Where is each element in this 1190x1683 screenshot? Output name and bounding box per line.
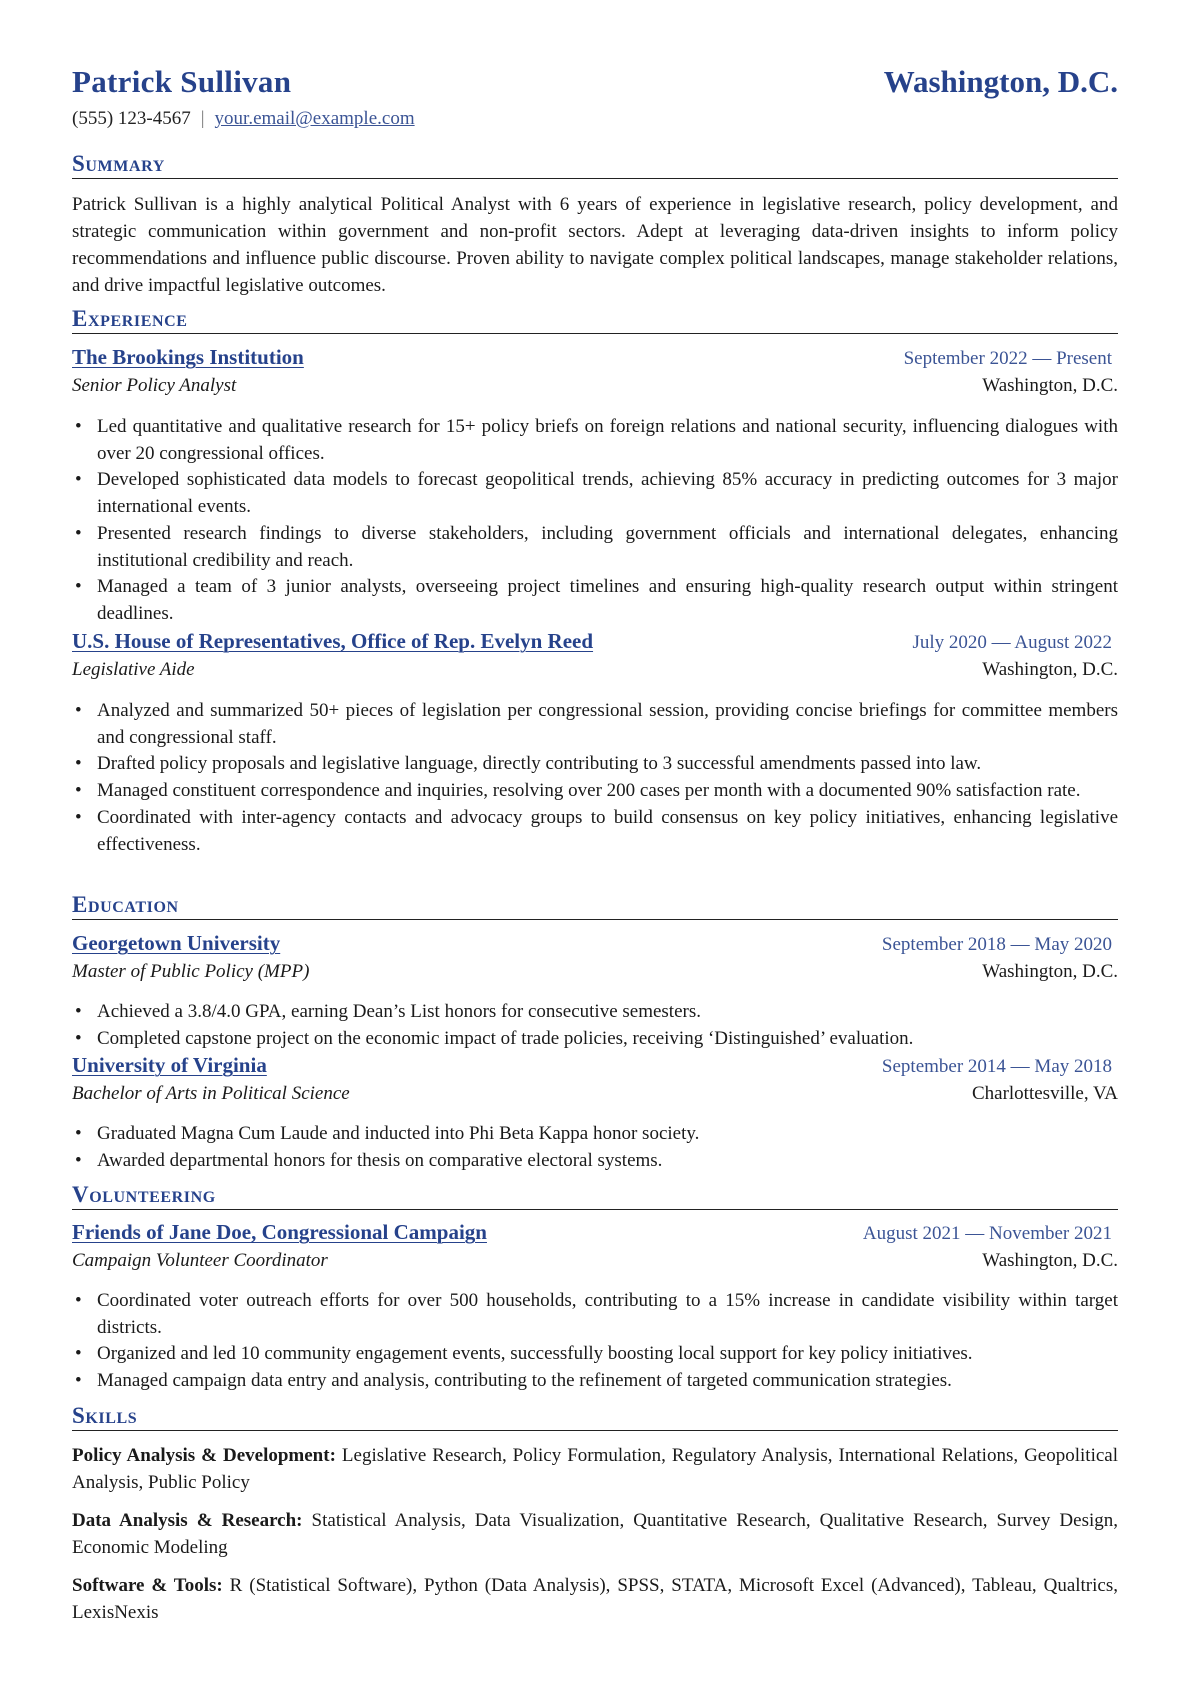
organization-link[interactable]: U.S. House of Representatives, Office of Rep. Evelyn Reed — [72, 629, 594, 653]
skill-group-label: Software & Tools: — [72, 1575, 223, 1596]
entry-bullets — [72, 999, 1118, 1052]
skill-group — [72, 1442, 1118, 1496]
entry-location: Washington, D.C. — [982, 1250, 1118, 1271]
entry-dates: August 2021 — November 2021 — [862, 1223, 1112, 1244]
candidate-name: Patrick Sullivan — [72, 64, 292, 99]
entry-location: Washington, D.C. — [982, 659, 1118, 680]
bullet-item: • Managed a team of 3 junior analysts, overseeing project timelines and ensuring high-quality research output within stringent deadlines. — [72, 574, 1118, 627]
phone-number: (555) 123-4567 — [72, 108, 191, 129]
bullet-item: • Achieved a 3.8/4.0 GPA, earning Dean’s List honors for consecutive semesters. — [72, 999, 1118, 1026]
bullet-item: • Awarded departmental honors for thesis on comparative electoral systems. — [72, 1148, 1118, 1175]
entry-header — [72, 345, 1118, 370]
section-heading-summary: Summary — [72, 151, 1118, 179]
organization-link[interactable]: Friends of Jane Doe, Congressional Campaign — [72, 1220, 487, 1244]
entry-location: Washington, D.C. — [982, 961, 1118, 982]
entry-header — [72, 629, 1118, 654]
organization-link[interactable]: Georgetown University — [72, 931, 281, 955]
skill-group — [72, 1572, 1118, 1626]
organization-link[interactable]: University of Virginia — [72, 1053, 267, 1077]
entry-role: Senior Policy Analyst — [72, 375, 237, 396]
resume-header — [72, 64, 1118, 100]
entry-subheader — [72, 1250, 1118, 1272]
bullet-item: • Led quantitative and qualitative research for 15+ policy briefs on foreign relations and national security, influencing dialogues with over 20 congressional offices. — [72, 414, 1118, 467]
entry-role: Campaign Volunteer Coordinator — [72, 1250, 328, 1271]
entry-subheader — [72, 659, 1118, 681]
candidate-location: Washington, D.C. — [883, 64, 1118, 99]
section-heading-skills: Skills — [72, 1403, 1118, 1431]
skill-group-items: Legislative Research, Policy Formulation, Regulatory Analysis, International Relations, Geopolitical Analysis, Public Policy — [72, 1445, 1119, 1493]
entry-role: Bachelor of Arts in Political Science — [72, 1083, 350, 1104]
entry-location: Charlottesville, VA — [971, 1083, 1118, 1104]
entry-dates: September 2014 — May 2018 — [881, 1056, 1112, 1077]
entry-bullets — [72, 1288, 1118, 1395]
entry-subheader — [72, 375, 1118, 397]
entry-dates: July 2020 — August 2022 — [912, 632, 1112, 653]
bullet-item: • Organized and led 10 community engagement events, successfully boosting local support for key policy initiatives. — [72, 1341, 1118, 1368]
skill-group-items: Statistical Analysis, Data Visualization, Quantitative Research, Qualitative Research, Survey Design, Economic Modeling — [72, 1510, 1119, 1558]
entry-header — [72, 1220, 1118, 1245]
entry-bullets — [72, 698, 1118, 858]
contact-separator: | — [200, 108, 205, 129]
section-heading-volunteering: Volunteering — [72, 1182, 1118, 1210]
entry-role: Legislative Aide — [72, 659, 195, 680]
contact-line — [72, 108, 415, 130]
bullet-item: • Managed constituent correspondence and inquiries, resolving over 200 cases per month with a documented 90% satisfaction rate. — [72, 778, 1118, 805]
skill-group-items: R (Statistical Software), Python (Data Analysis), SPSS, STATA, Microsoft Excel (Advanced), Tableau, Qualtrics, LexisNexis — [72, 1575, 1118, 1623]
section-heading-experience: Experience — [72, 306, 1118, 334]
bullet-item: • Analyzed and summarized 50+ pieces of legislation per congressional session, providing concise briefings for committee members and congressional staff. — [72, 698, 1118, 751]
entry-subheader — [72, 1083, 1118, 1105]
summary-text: Patrick Sullivan is a highly analytical Political Analyst with 6 years of experience in legislative research, policy development, and strategic communication within government and non-profit sectors. Adept at leveraging data-driven insights to inform policy recommendations and influence public discourse. Proven ability to navigate complex political landscapes, manage stakeholder relations, and drive impactful legislative outcomes. — [72, 194, 1118, 296]
email-link[interactable]: your.email@example.com — [214, 108, 415, 129]
bullet-item: • Managed campaign data entry and analysis, contributing to the refinement of targeted communication strategies. — [72, 1368, 1118, 1395]
bullet-item: • Developed sophisticated data models to forecast geopolitical trends, achieving 85% accuracy in predicting outcomes for 3 major international events. — [72, 467, 1118, 520]
entry-subheader — [72, 961, 1118, 983]
entry-header — [72, 1053, 1118, 1078]
organization-link[interactable]: The Brookings Institution — [72, 345, 304, 369]
entry-role: Master of Public Policy (MPP) — [72, 961, 310, 982]
skill-group — [72, 1507, 1118, 1561]
bullet-item: • Presented research findings to diverse stakeholders, including government officials and international delegates, enhancing institutional credibility and reach. — [72, 521, 1118, 574]
entry-bullets — [72, 1121, 1118, 1174]
entry-dates: September 2018 — May 2020 — [881, 934, 1112, 955]
entry-bullets — [72, 414, 1118, 628]
skill-group-label: Data Analysis & Research: — [72, 1510, 303, 1531]
bullet-item: • Drafted policy proposals and legislative language, directly contributing to 3 successful amendments passed into law. — [72, 751, 1118, 778]
entry-dates: September 2022 — Present — [903, 348, 1112, 369]
entry-location: Washington, D.C. — [982, 375, 1118, 396]
skill-group-label: Policy Analysis & Development: — [72, 1445, 336, 1466]
bullet-item: • Coordinated voter outreach efforts for over 500 households, contributing to a 15% increase in candidate visibility within target districts. — [72, 1288, 1118, 1341]
section-heading-education: Education — [72, 892, 1118, 920]
bullet-item: • Graduated Magna Cum Laude and inducted into Phi Beta Kappa honor society. — [72, 1121, 1118, 1148]
bullet-item: • Coordinated with inter-agency contacts and advocacy groups to build consensus on key policy initiatives, enhancing legislative effectiveness. — [72, 805, 1118, 858]
entry-header — [72, 931, 1118, 956]
bullet-item: • Completed capstone project on the economic impact of trade policies, receiving ‘Distinguished’ evaluation. — [72, 1026, 1118, 1053]
